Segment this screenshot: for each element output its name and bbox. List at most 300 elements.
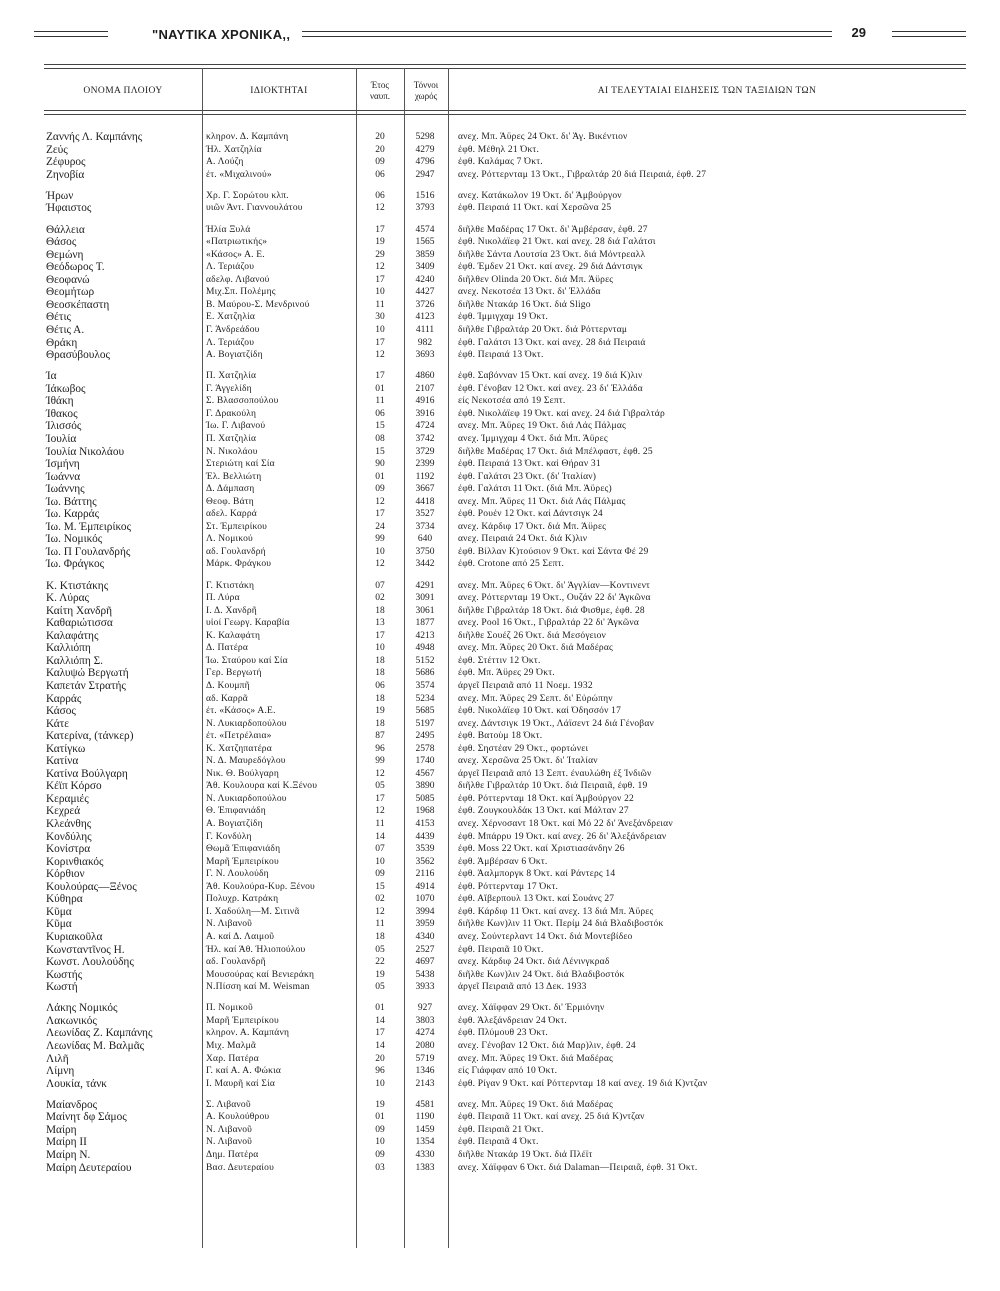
table-row [0, 705, 1000, 718]
voyage-news: έφθ. Πλύμουθ 23 Όκτ. [458, 1028, 548, 1039]
build-year: 17 [375, 509, 385, 520]
voyage-news: έφθ. Κάρδιφ 11 Όκτ. καί ανεχ. 13 διά Μπ. Άϋρες [458, 906, 654, 917]
ship-name: Ίω. Π Γουλανδρής [46, 545, 131, 558]
tonnage: 5197 [415, 718, 435, 729]
column-header-year-line2: ναυπ. [369, 91, 391, 101]
build-year: 17 [375, 371, 385, 382]
voyage-news: έφθ. Moss 22 Όκτ. καί Χριστιασάνδην 26 [458, 844, 625, 855]
tonnage: 3574 [415, 680, 435, 691]
owner: Άθ. Κουλούρα-Κυρ. Ξένου [206, 881, 315, 892]
tonnage: 2080 [415, 1040, 435, 1051]
voyage-news: έφθ. Σαβόνναν 15 Όκτ. καί ανεχ. 19 διά Κ)λιν [458, 371, 643, 382]
build-year: 99 [375, 756, 385, 767]
table-row [0, 1053, 1000, 1066]
column-header-ship-name: ΟΝΟΜΑ ΠΛΟΙΟΥ [83, 86, 163, 96]
tonnage: 3667 [415, 484, 435, 495]
ship-name: Καλλιόπη Σ. [46, 654, 103, 667]
tonnage: 5438 [415, 969, 435, 980]
table-row [0, 236, 1000, 249]
build-year: 10 [375, 1078, 385, 1089]
owner: αδ. Καρρᾶ [206, 693, 248, 704]
ship-name: Ίσμήνη [46, 458, 80, 470]
voyage-news: ανεχ. Κάρδιφ 17 Όκτ. διά Μπ. Άϋρες [458, 521, 607, 532]
ship-name: Ίλισσός [46, 420, 82, 433]
build-year: 17 [375, 1028, 385, 1039]
tonnage: 4567 [415, 768, 435, 779]
tonnage: 1192 [415, 471, 435, 482]
build-year: 20 [375, 144, 385, 155]
owner: Γ. Δρακούλη [206, 408, 257, 419]
owner: Γ. καί Α. Α. Φώκια [206, 1066, 282, 1076]
voyage-news: έφθ. Ρόττερνταμ 17 Όκτ. [458, 881, 559, 892]
voyage-news: έφθ. Νικολάϊεφ 19 Όκτ. καί ανεχ. 24 διά Γιβραλτάρ [458, 408, 665, 419]
build-year: 14 [375, 1040, 385, 1051]
build-year: 99 [375, 534, 385, 545]
voyage-news: έφθ. Crotone από 25 Σεπτ. [458, 559, 565, 570]
build-year: 05 [375, 982, 385, 993]
voyage-news: ανεχ. Κάρδιφ 24 Όκτ. διά Λένινγκραδ [458, 957, 610, 967]
table-row [0, 918, 1000, 931]
build-year: 11 [375, 396, 385, 407]
owner: Έλ. Βελλιώτη [206, 471, 262, 482]
table-row [0, 805, 1000, 818]
tonnage: 1070 [415, 894, 435, 905]
voyage-news: διῆλθε Σάντα Λουτσία 23 Όκτ. διά Μόντρεαλλ [458, 249, 646, 260]
owner: Δημ. Πατέρα [206, 1149, 259, 1160]
tonnage: 3959 [415, 919, 435, 930]
owner: Μαρῆ Έμπειρίκου [206, 856, 279, 867]
build-year: 96 [375, 743, 385, 754]
voyage-news: έφθ. Μπάρρυ 19 Όκτ. καί ανεχ. 26 δι' Άλεξάνδρειαν [458, 831, 667, 842]
tonnage: 3994 [415, 906, 435, 917]
column-header-tons-line2: χωρός [414, 91, 438, 101]
ship-name: Ίω. Καρράς [46, 508, 100, 521]
ship-name: Κορινθιακός [46, 855, 104, 868]
build-year: 06 [375, 190, 385, 201]
ship-name: Κῦμα [46, 918, 72, 931]
ship-name: Κατίνα [46, 755, 79, 768]
table-top-rule-inner [44, 68, 966, 69]
tonnage: 2399 [415, 459, 435, 469]
ship-name: Ήρων [46, 189, 74, 202]
column-header-latest-news: ΑΙ ΤΕΛΕΥΤΑΙΑΙ ΕΙΔΗΣΕΙΣ ΤΩΝ ΤΑΞΙΔΙΩΝ ΤΩΝ [597, 86, 817, 96]
ship-name: Κεραμιές [46, 792, 89, 805]
tonnage: 4860 [415, 371, 435, 382]
voyage-news: έφθ. Γαλάτσι 11 Όκτ. (διά Μπ. Άϋρες) [458, 484, 612, 495]
tonnage: 3793 [415, 203, 435, 214]
owner: Α. Βογιατζίδη [206, 350, 263, 360]
owner: Γ. Κονδύλη [206, 831, 252, 842]
owner: Γ. Άγγελίδη [206, 383, 252, 394]
table-row [0, 856, 1000, 869]
voyage-news: έφθ. Ρουέν 12 Όκτ. καί Δάντσιγκ 24 [458, 509, 603, 520]
table-row [0, 299, 1000, 312]
build-year: 01 [375, 471, 385, 482]
voyage-news: έφθ. Πειραιά 13 Όκτ. καί Θήραν 31 [458, 459, 601, 469]
tonnage: 1565 [415, 237, 435, 248]
voyage-news: διῆλθε Γιβραλτάρ 10 Όκτ. διά Πειραιᾶ, έφθ. 19 [458, 781, 648, 792]
build-year: 09 [375, 869, 385, 880]
owner: έτ. «Κάσος» Α.Ε. [206, 706, 276, 716]
owner: Χρ. Γ. Σορώτου κλπ. [206, 190, 289, 201]
voyage-news: έφθ. Γαλάτσι 23 Όκτ. (δι' Ίταλίαν) [458, 471, 597, 482]
tonnage: 5686 [415, 668, 435, 679]
tonnage: 4274 [415, 1028, 435, 1039]
table-row [0, 630, 1000, 643]
voyage-news: έφθ. Καλάμας 7 Όκτ. [458, 157, 543, 168]
voyage-news: έφθ. Στέττιν 12 Όκτ. [458, 655, 541, 666]
owner: Νικ. Θ. Βούλγαρη [206, 768, 280, 779]
tonnage: 2947 [415, 169, 435, 180]
table-row [0, 730, 1000, 743]
voyage-news: άργεῖ Πειραιᾶ από 11 Νοεμ. 1932 [458, 680, 593, 691]
ship-name: Ήφαιστος [46, 202, 92, 215]
table-row [0, 617, 1000, 630]
owner: Ήλ. Χατζηλία [206, 144, 262, 155]
tonnage: 4796 [415, 157, 435, 168]
tonnage: 2116 [415, 869, 435, 880]
ship-name: Κουλούρας—Ξένος [46, 880, 137, 893]
tonnage: 3539 [415, 844, 435, 855]
owner: Ι. Μαυρῆ καί Σία [206, 1078, 275, 1089]
owner: Στεριώτη καί Σία [206, 459, 275, 469]
owner: «Κάσος» Α. Ε. [206, 249, 265, 260]
voyage-news: ανεχ. Ρόττερνταμ 19 Όκτ., Ουζάν 22 δι' Άγκῶνα [458, 593, 651, 604]
table-row [0, 1078, 1000, 1091]
table-row [0, 395, 1000, 408]
ship-name: Λεωνίδας Μ. Βαλμᾶς [46, 1039, 145, 1052]
tonnage: 5719 [415, 1053, 435, 1064]
voyage-news: έφθ. Πειραιά 11 Όκτ. καί Χερσῶνα 25 [458, 203, 612, 214]
ship-name: Λακωνικός [46, 1014, 97, 1027]
voyage-news: ανεχ. Χέρνοσαντ 18 Όκτ. καί Μό 22 δι' Άνεξάνδρειαν [458, 819, 673, 829]
owner: Πολυχρ. Κατράκη [206, 894, 279, 905]
owner: Ν. Λυκιαρδοπούλου [206, 718, 287, 729]
ship-name: Θεοφανώ [46, 273, 90, 286]
build-year: 18 [375, 693, 385, 704]
build-year: 14 [375, 831, 385, 842]
table-row [0, 383, 1000, 396]
tonnage: 3562 [415, 856, 435, 867]
tonnage: 4948 [415, 643, 435, 654]
table-row [0, 533, 1000, 546]
table-row [0, 286, 1000, 299]
table-row [0, 274, 1000, 287]
build-year: 01 [375, 1112, 385, 1123]
tonnage: 3693 [415, 350, 435, 360]
table-row [0, 718, 1000, 731]
ship-name: Ία [46, 370, 57, 383]
table-row [0, 931, 1000, 944]
owner: Σ. Βλασσοπούλου [206, 396, 279, 407]
tonnage: 3409 [415, 262, 435, 273]
build-year: 05 [375, 781, 385, 792]
tonnage: 5298 [415, 132, 435, 142]
tonnage: 3091 [415, 593, 435, 604]
voyage-news: διῆλθε Γιβραλτάρ 20 Όκτ. διά Ρόττερνταμ [458, 324, 628, 335]
header-bottom-rule-inner [44, 114, 966, 115]
build-year: 17 [375, 337, 385, 348]
tonnage: 3859 [415, 249, 435, 260]
table-row [0, 981, 1000, 994]
build-year: 22 [375, 957, 385, 967]
voyage-news: ανεχ. Ίμμιγχαμ 4 Όκτ. διά Μπ. Άϋρες [458, 433, 608, 444]
ship-name: Λιλῆ [46, 1052, 69, 1065]
owner: «Πατριωτικής» [206, 237, 268, 248]
ship-name: Λουκία, τάνκ [46, 1077, 107, 1090]
owner: Π. Χατζηλία [206, 433, 257, 444]
voyage-news: ανεχ. Δάντσιγκ 19 Όκτ., Λάϊσεντ 24 διά Γένοβαν [458, 718, 654, 729]
table-row [0, 169, 1000, 182]
voyage-news: ανεχ. Μπ. Άϋρες 6 Όκτ. δι' Άγγλίαν—Κοντινεντ [458, 580, 651, 591]
ship-name: Ίθακος [46, 407, 78, 420]
tonnage: 4427 [415, 287, 435, 298]
ship-name: Ίωάννης [46, 483, 85, 496]
table-row [0, 349, 1000, 362]
owner: Λ. Νομικού [206, 534, 253, 545]
ship-name: Μαίανδρος [46, 1098, 98, 1111]
ship-name: Καλλιόπη [46, 642, 91, 655]
tonnage: 1968 [415, 806, 435, 817]
voyage-news: είς Νεκοτσέα από 19 Σεπτ. [458, 396, 566, 407]
build-year: 11 [375, 919, 385, 930]
build-year: 05 [375, 944, 385, 955]
voyage-news: έφθ. Μέθηλ 21 Όκτ. [458, 144, 540, 155]
table-row [0, 605, 1000, 618]
tonnage: 1740 [415, 756, 435, 767]
page-header [34, 24, 966, 44]
owner: Λ. Τεριάζου [206, 262, 255, 273]
column-header-year-line1: Έτος [371, 80, 389, 91]
tonnage: 3750 [415, 546, 435, 557]
table-row [0, 793, 1000, 806]
build-year: 10 [375, 324, 385, 335]
tonnage: 4439 [415, 831, 435, 842]
voyage-news: ανεχ. Πειραιά 24 Όκτ. διά Κ)λιν [458, 534, 588, 545]
ship-name: Κατίγκω [46, 742, 86, 755]
owner: Γ. Άνδρεάδου [206, 324, 260, 335]
tonnage: 4153 [415, 819, 435, 829]
owner: Π. Νομικοῦ [206, 1003, 253, 1014]
table-row [0, 755, 1000, 768]
owner: Μιχ. Μαλμᾶ [206, 1040, 257, 1051]
tonnage: 3916 [415, 408, 435, 419]
table-row [0, 642, 1000, 655]
tonnage: 5685 [415, 706, 435, 716]
table-row [0, 906, 1000, 919]
voyage-news: έφθ. Ίμμιγχαμ 19 Όκτ. [458, 312, 548, 323]
ship-name: Ίθάκη [46, 395, 74, 408]
owner: αδ. Γουλανδρή [206, 546, 266, 557]
table-row [0, 496, 1000, 509]
tonnage: 4418 [415, 496, 435, 507]
ship-name: Κατερίνα, (τάνκερ) [46, 730, 134, 743]
owner: κληρον. Δ. Καμπάνη [206, 132, 289, 142]
ship-name: Κάτε [46, 717, 69, 730]
table-row [0, 944, 1000, 957]
tonnage: 3061 [415, 605, 435, 616]
table-row [0, 471, 1000, 484]
ship-name: Λίμνη [46, 1065, 75, 1077]
build-year: 19 [375, 969, 385, 980]
tonnage: 982 [417, 337, 433, 348]
build-year: 06 [375, 680, 385, 691]
table-row [0, 190, 1000, 203]
ship-name: Καρράς [46, 692, 82, 705]
voyage-news: έφθ. Πειραιᾶ 10 Όκτ. [458, 944, 544, 955]
owner: Μουσούρας καί Βενιεράκη [206, 969, 315, 980]
table-row [0, 667, 1000, 680]
ship-name: Ζεύς [46, 143, 68, 156]
voyage-news: έφθ. Μπ. Άϋρες 29 Όκτ. [458, 668, 555, 679]
owner: Ν. Λυκιαρδοπούλου [206, 793, 287, 804]
owner: Σ. Λιβανοῦ [206, 1099, 251, 1110]
table-row [0, 956, 1000, 969]
owner: Ν. Δ. Μαυρεδόγλου [206, 756, 286, 767]
tonnage: 4697 [415, 957, 435, 967]
owner: Ν. Νικολάου [206, 446, 258, 457]
ship-name: Κέϊπ Κόρσο [46, 780, 102, 793]
tonnage: 3742 [415, 433, 435, 444]
table-row [0, 831, 1000, 844]
ship-name: Ίουλία [46, 432, 77, 445]
build-year: 10 [375, 287, 385, 298]
tonnage: 5152 [415, 655, 435, 666]
table-row [0, 1136, 1000, 1149]
voyage-news: ανεχ. Μπ. Άϋρες 19 Όκτ. διά Μαδέρας [458, 1099, 613, 1110]
ship-name: Κωνσταντῖνος Η. [46, 943, 125, 956]
owner: Στ. Έμπειρίκου [206, 521, 268, 532]
ship-name: Θάσος [46, 236, 77, 249]
build-year: 12 [375, 203, 385, 214]
owner: Κ. Καλαφάτη [206, 630, 261, 641]
build-year: 12 [375, 350, 385, 360]
voyage-news: διῆλθε Κων)λιν 11 Όκτ. Περίμ 24 διά Βλαδιβοστόκ [458, 919, 664, 930]
owner: Ήλ. καί Άθ. Ήλιοπούλου [206, 944, 306, 955]
ship-name: Κ. Λύρας [46, 592, 89, 605]
ship-name: Μαίρη Δευτεραίου [46, 1161, 132, 1174]
owner: Α. Λούζη [206, 157, 244, 168]
build-year: 02 [375, 593, 385, 604]
tonnage: 4213 [415, 630, 435, 641]
tonnage: 5085 [415, 793, 435, 804]
owner: υἱοί Γεωργ. Καραβία [206, 618, 290, 629]
ship-name: Ζαννής Λ. Καμπάνης [46, 131, 143, 143]
ship-name: Θέτις Α. [46, 323, 85, 336]
voyage-news: ανεχ. Μπ. Άϋρες 19 Όκτ. διά Λάς Πάλμας [458, 421, 626, 432]
voyage-news: έφθ. Νικολάϊεφ 10 Όκτ. καί Όδησσόν 17 [458, 706, 622, 716]
table-row [0, 580, 1000, 593]
build-year: 17 [375, 274, 385, 285]
build-year: 19 [375, 706, 385, 716]
table-row [0, 680, 1000, 693]
owner: Λ. Τεριάζου [206, 337, 255, 348]
build-year: 10 [375, 856, 385, 867]
table-row [0, 881, 1000, 894]
ship-name: Λεωνίδας Ζ. Καμπάνης [46, 1027, 153, 1040]
ship-name: Θεμώνη [46, 248, 84, 261]
voyage-news: άργεῖ Πειραιᾶ από 13 Σεπτ. έναυλώθη έξ Ίνδιῶν [458, 768, 652, 779]
voyage-news: έφθ. Πειραιᾶ 21 Όκτ. [458, 1124, 544, 1135]
owner: Ι. Δ. Χανδρῆ [206, 605, 257, 616]
table-row [0, 311, 1000, 324]
owner: Θωμᾶ Έπιφανιάδη [206, 844, 281, 855]
build-year: 09 [375, 1149, 385, 1160]
build-year: 87 [375, 731, 385, 742]
build-year: 18 [375, 718, 385, 729]
column-header-tons-line1: Τόννοι [413, 80, 439, 91]
ship-name: Καπετάν Στρατής [46, 679, 126, 692]
table-row [0, 768, 1000, 781]
tonnage: 2578 [415, 743, 435, 754]
build-year: 12 [375, 906, 385, 917]
ship-name: Ζέφυρος [46, 156, 86, 169]
table-row [0, 693, 1000, 706]
tonnage: 4291 [415, 580, 435, 591]
tonnage: 4724 [415, 421, 435, 432]
voyage-news: έφθ. Πειραιά 13 Όκτ. [458, 350, 544, 360]
table-row [0, 558, 1000, 571]
table-row [0, 521, 1000, 534]
table-row [0, 433, 1000, 446]
voyage-news: έφθ. Σηστέαν 29 Όκτ., φορτώνει [458, 743, 589, 754]
build-year: 17 [375, 630, 385, 641]
voyage-news: έφθ. Ζουγκουλδάκ 13 Όκτ. καί Μάλταν 27 [458, 806, 629, 817]
owner: Θ. Έπιφανιάδη [206, 806, 266, 817]
build-year: 17 [375, 793, 385, 804]
voyage-news: ανεχ. Γένοβαν 12 Όκτ. διά Μαρ)λιν, έφθ. 24 [458, 1040, 636, 1051]
table-row [0, 868, 1000, 881]
column-header-year [356, 72, 404, 110]
build-year: 08 [375, 433, 385, 444]
ship-name: Καλαφάτης [46, 629, 99, 642]
build-year: 09 [375, 1124, 385, 1135]
ship-name: Θράκη [46, 336, 78, 349]
table-row [0, 458, 1000, 471]
table-row [0, 1065, 1000, 1078]
owner: Ε. Χατζηλία [206, 312, 256, 323]
tonnage: 1459 [415, 1124, 435, 1135]
voyage-news: ανεχ. Μπ. Άϋρες 29 Σεπτ. δι' Εὐρώπην [458, 693, 613, 704]
owner: Ίω. Σταύρου καί Σία [206, 655, 288, 666]
tonnage: 4574 [415, 224, 435, 235]
build-year: 15 [375, 421, 385, 432]
ship-name: Ίάκωβος [46, 382, 86, 395]
table-row [0, 743, 1000, 756]
tonnage: 3726 [415, 299, 435, 310]
build-year: 07 [375, 580, 385, 591]
build-year: 01 [375, 1003, 385, 1014]
owner: Ν. Λιβανοῦ [206, 1137, 253, 1148]
ship-name: Θέτις [46, 311, 71, 324]
voyage-news: έφθ. Γένοβαν 12 Όκτ. καί ανεχ. 23 δι' Έλλάδα [458, 383, 643, 394]
ship-name: Θεομήτωρ [46, 286, 95, 299]
owner: αδελ. Καρρά [206, 509, 257, 520]
voyage-news: ανεχ. Μπ. Άϋρες 11 Όκτ. διά Λάς Πάλμας [458, 496, 626, 507]
owner: αδελφ. Λιβανού [206, 274, 270, 285]
table-row [0, 324, 1000, 337]
ship-name: Μαίνητ δφ Σάμος [46, 1111, 127, 1124]
page-number: 29 [851, 25, 866, 40]
owner: Κ. Χατζηπατέρα [206, 743, 272, 754]
ship-name: Κωνστ. Λουλούδης [46, 956, 134, 968]
voyage-news: έφθ. Έμδεν 21 Όκτ. καί ανεχ. 29 διά Δάντσιγκ [458, 262, 643, 273]
table-row [0, 1124, 1000, 1137]
voyage-news: έφθ. Ρόττερνταμ 18 Όκτ. καί Άμβούργον 22 [458, 793, 635, 804]
tonnage: 2143 [415, 1078, 435, 1089]
table-row [0, 1027, 1000, 1040]
voyage-news: διῆλθε Μαδέρας 17 Όκτ. δι' Άμβέρσαν, έφθ. 27 [458, 224, 648, 235]
